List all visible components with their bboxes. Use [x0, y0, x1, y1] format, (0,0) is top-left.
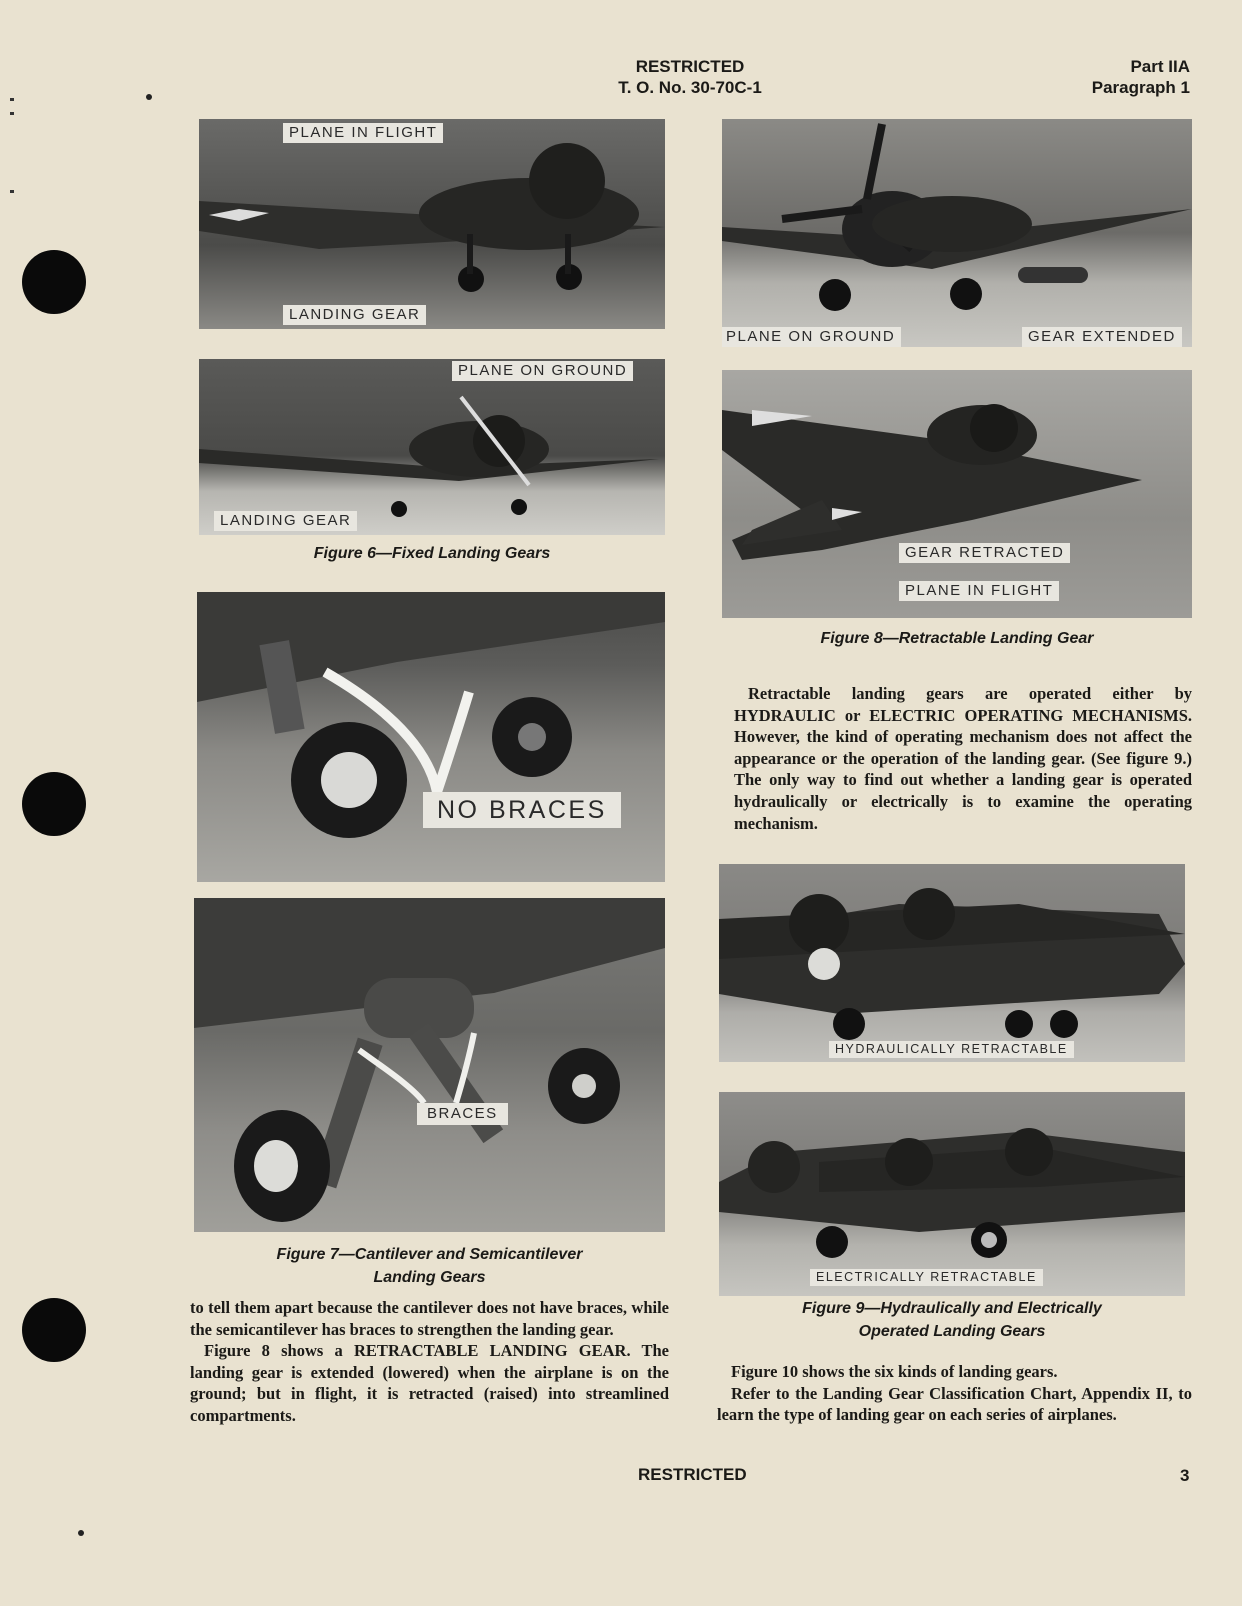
- figure-7-caption: [194, 1243, 665, 1289]
- photo-cantilever-gear: [197, 592, 665, 882]
- margin-tick: [10, 98, 14, 101]
- bomber-hydraulic-illustration: [719, 864, 1185, 1062]
- label-gear-extended: GEAR EXTENDED: [1022, 327, 1182, 347]
- right-paragraph-3: Refer to the Landing Gear Classification Chart, Appendix II, to learn the type of landing gear on each series of airplanes.: [717, 1383, 1192, 1425]
- label-hydraulically-retractable: HYDRAULICALLY RETRACTABLE: [829, 1041, 1074, 1058]
- margin-tick: [10, 190, 14, 193]
- header-part: Part IIA: [1130, 57, 1190, 76]
- margin-tick: [10, 112, 14, 115]
- page-header-center: [560, 56, 820, 98]
- label-plane-on-ground: PLANE ON GROUND: [452, 361, 633, 381]
- photo-fixed-gear-on-ground: [199, 359, 665, 535]
- page-number: 3: [1180, 1466, 1190, 1485]
- cantilever-gear-illustration: [197, 592, 665, 882]
- photo-semicantilever-gear: [194, 898, 665, 1232]
- binder-hole: [22, 1298, 86, 1362]
- left-paragraph-1: to tell them apart because the cantilever does not have braces, while the semicantilever has braces to strengthen the landing gear.: [190, 1298, 669, 1339]
- margin-dot: [146, 94, 152, 100]
- photo-fixed-gear-in-flight: [199, 119, 665, 329]
- label-no-braces: NO BRACES: [423, 792, 621, 828]
- label-plane-in-flight: PLANE IN FLIGHT: [899, 581, 1059, 601]
- right-paragraph-1: Retractable landing gears are operated either by HYDRAULIC or ELECTRIC OPERATING MECHANISMS. However, the kind of operating mechanism does not affect the appearance or the operation of the landing gear. (See figure 9.) The only way to find out whether a landing gear is operated hydraulically or electrically is to examine the operating mechanism.: [734, 684, 1192, 833]
- label-plane-in-flight: PLANE IN FLIGHT: [283, 123, 443, 143]
- right-column-text-top: [734, 683, 1192, 834]
- label-landing-gear: LANDING GEAR: [283, 305, 426, 325]
- label-gear-retracted: GEAR RETRACTED: [899, 543, 1070, 563]
- figure-7-caption-line1: Figure 7—Cantilever and Semicantilever: [276, 1246, 583, 1263]
- left-paragraph-2: Figure 8 shows a RETRACTABLE LANDING GEAR. The landing gear is extended (lowered) when the airplane is on the ground; but in flight, it is retracted (raised) into streamlined compartments.: [190, 1341, 669, 1425]
- figure-9-caption-line2: Operated Landing Gears: [858, 1323, 1046, 1340]
- label-landing-gear: LANDING GEAR: [214, 511, 357, 531]
- header-classification: RESTRICTED: [635, 57, 745, 76]
- plane-on-ground-illustration: [199, 359, 665, 535]
- left-column-text: [190, 1297, 669, 1427]
- semicantilever-gear-illustration: [194, 898, 665, 1232]
- binder-hole: [22, 772, 86, 836]
- right-paragraph-2: Figure 10 shows the six kinds of landing gears.: [731, 1362, 1058, 1381]
- gear-extended-illustration: [722, 119, 1192, 347]
- photo-hydraulically-retractable: [719, 864, 1185, 1062]
- figure-6-caption: Figure 6—Fixed Landing Gears: [313, 545, 551, 562]
- margin-dot: [78, 1530, 84, 1536]
- right-column-text-bottom: [717, 1361, 1192, 1426]
- figure-9-caption-line1: Figure 9—Hydraulically and Electrically: [802, 1300, 1102, 1317]
- photo-gear-extended: [722, 119, 1192, 347]
- figure-9-caption: [719, 1297, 1185, 1343]
- footer-classification: RESTRICTED: [638, 1465, 747, 1484]
- header-paragraph: Paragraph 1: [1091, 78, 1190, 97]
- page-header-right: [1000, 56, 1190, 98]
- figure-8-caption: Figure 8—Retractable Landing Gear: [820, 630, 1094, 647]
- binder-hole: [22, 250, 86, 314]
- figure-7-caption-line2: Landing Gears: [373, 1269, 486, 1286]
- bomber-electric-illustration: [719, 1092, 1185, 1296]
- photo-electrically-retractable: [719, 1092, 1185, 1296]
- header-to-number: T. O. No. 30-70C-1: [618, 78, 762, 97]
- label-plane-on-ground: PLANE ON GROUND: [722, 327, 901, 347]
- photo-gear-retracted: [722, 370, 1192, 618]
- label-electrically-retractable: ELECTRICALLY RETRACTABLE: [810, 1269, 1043, 1286]
- label-braces: BRACES: [417, 1103, 508, 1125]
- plane-in-flight-illustration: [199, 119, 665, 329]
